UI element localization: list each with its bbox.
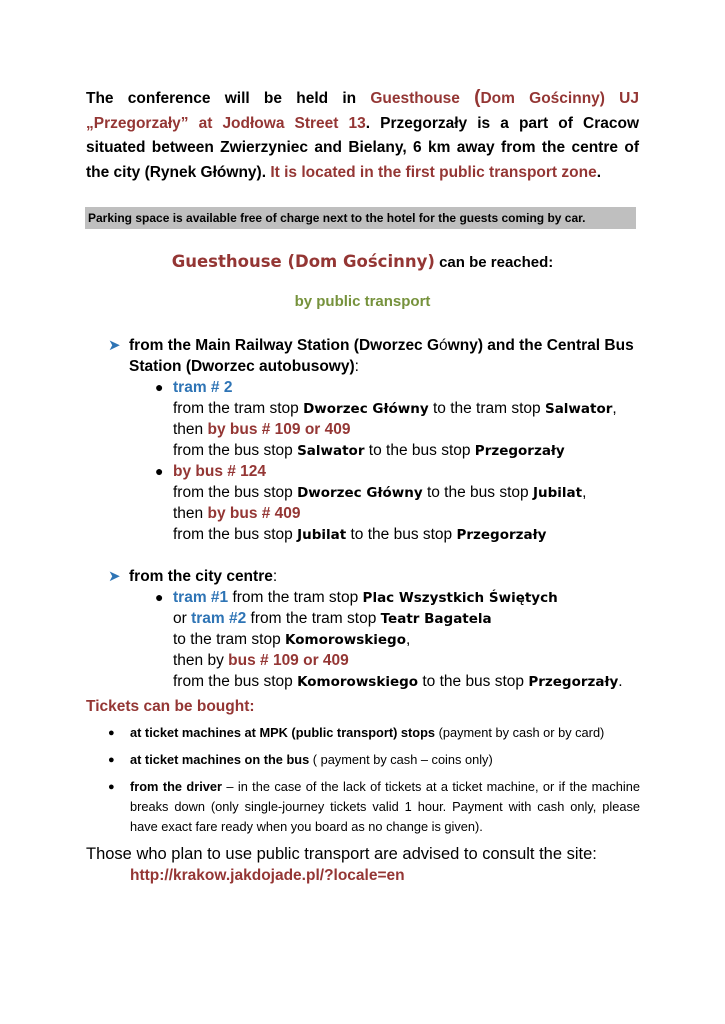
stop-jubilat: Jubilat xyxy=(297,527,347,543)
railway-station-heading xyxy=(129,335,640,377)
reached-heading xyxy=(0,252,725,271)
route1-l1-a: from the tram stop xyxy=(173,400,304,417)
stop-przegorzaly: Przegorzały xyxy=(456,527,547,543)
city-centre-item xyxy=(108,566,640,587)
route2-line1 xyxy=(173,482,586,504)
city-l3-a: to the tram stop xyxy=(173,631,285,648)
city-centre-heading xyxy=(129,566,640,587)
intro-text-2: . Przegorzały is a part of Cracow situated between Zwierzyniec and Bielany, 6 km away from the centre of the city (Rynek Główny). xyxy=(86,114,639,181)
city-line5 xyxy=(173,671,623,693)
jakdojade-link[interactable]: http://krakow.jakdojade.pl/?locale=en xyxy=(130,867,405,884)
railway-heading-o: ó xyxy=(439,337,448,354)
city-line4 xyxy=(173,650,349,671)
stop-teatr-bagatela: Teatr Bagatela xyxy=(380,611,492,627)
ticket-option-title: at ticket machines on the bus xyxy=(130,752,310,767)
bullet-dot-icon: ● xyxy=(155,589,164,605)
ticket-option-detail: (payment by cash or by card) xyxy=(435,725,605,740)
intro-paragraph xyxy=(86,86,639,185)
ticket-option-detail: ( payment by cash – coins only) xyxy=(309,752,493,767)
city-l5-a: from the bus stop xyxy=(173,673,298,690)
stop-plac-wszystkich-swietych: Plac Wszystkich Świętych xyxy=(362,590,558,606)
route1-l3-b: to the bus stop xyxy=(364,442,475,459)
route1-line2 xyxy=(173,419,351,440)
intro-text-3: . xyxy=(596,163,602,181)
city-l2-b: from the tram stop xyxy=(246,610,381,627)
route2-bus: by bus # 409 xyxy=(207,505,301,522)
city-line2 xyxy=(173,608,492,630)
city-l4-a: then by xyxy=(173,652,229,669)
city-tram-2: tram #2 xyxy=(191,610,247,627)
bullet-dot-icon: ● xyxy=(155,379,164,395)
route1-label: tram # 2 xyxy=(173,379,233,396)
route1-line1 xyxy=(173,398,617,420)
bullet-dot-icon: ● xyxy=(108,727,115,739)
ticket-option-title: at ticket machines at MPK (public transport) stops xyxy=(130,725,436,740)
by-public-transport-heading: by public transport xyxy=(294,293,431,310)
route2-l1-a: from the bus stop xyxy=(173,484,298,501)
bullet-dot-icon: ● xyxy=(155,463,164,479)
stop-salwator: Salwator xyxy=(297,443,365,459)
railway-station-item xyxy=(108,335,640,377)
stop-salwator: Salwator xyxy=(544,401,613,417)
ticket-option-detail: – in the case of the lack of tickets at a ticket machine, or if the machine breaks down (only single-journey tickets valid 1 hour. Payment with cash only, please have exact fare ready when you board as no change is given). xyxy=(130,779,641,834)
bullet-dot-icon: ● xyxy=(108,781,115,793)
route1-line3 xyxy=(173,440,565,462)
city-l5-b: to the bus stop xyxy=(418,673,529,690)
stop-przegorzaly: Przegorzały xyxy=(528,674,619,690)
route1-l3-a: from the bus stop xyxy=(173,442,298,459)
route2-l3-a: from the bus stop xyxy=(173,526,298,543)
guesthouse-paren: ( xyxy=(474,87,481,108)
city-tram-1: tram #1 xyxy=(173,589,229,606)
railway-heading-a: from the Main Railway Station (Dworzec G xyxy=(129,337,440,354)
ticket-option xyxy=(108,750,640,770)
stop-komorowskiego: Komorowskiego xyxy=(285,632,406,648)
ticket-option xyxy=(108,777,640,837)
stop-dworzec-glowny: Dworzec Główny xyxy=(303,401,429,417)
route2-l2-a: then xyxy=(173,505,208,522)
route2-l1-b: to the bus stop xyxy=(422,484,533,501)
city-bus: bus # 109 or 409 xyxy=(228,652,349,669)
city-line3 xyxy=(173,629,410,651)
guesthouse-name: Guesthouse xyxy=(370,90,475,107)
route1-l1-c: , xyxy=(612,400,617,417)
transport-zone-note: It is located in the first public transport zone xyxy=(270,163,597,181)
tickets-heading: Tickets can be bought: xyxy=(86,698,255,715)
stop-komorowskiego: Komorowskiego xyxy=(297,674,419,690)
ticket-option xyxy=(108,723,640,743)
guesthouse-address: Dom Gościnny) UJ „Przegorzały” at Jodłowa Street 13 xyxy=(86,90,639,132)
route2-l1-c: , xyxy=(582,484,587,501)
route1-l1-b: to the tram stop xyxy=(428,400,545,417)
city-l1-a: from the tram stop xyxy=(228,589,363,606)
railway-heading-b: wny) and the Central Bus Station (Dworzec autobusowy) xyxy=(129,337,634,375)
city-line1 xyxy=(173,587,558,609)
reached-rest: can be reached: xyxy=(434,254,554,271)
arrow-bullet-icon: ➤ xyxy=(108,568,121,585)
city-heading-colon: : xyxy=(272,568,278,585)
stop-przegorzaly: Przegorzały xyxy=(474,443,565,459)
city-l2-a: or xyxy=(173,610,192,627)
ticket-option-title: from the driver xyxy=(130,779,222,794)
bullet-dot-icon: ● xyxy=(108,754,115,766)
route2-line2 xyxy=(173,503,301,524)
stop-jubilat: Jubilat xyxy=(532,485,583,501)
route1-l2-a: then xyxy=(173,421,208,438)
intro-text-1: The conference will be held in xyxy=(86,90,371,107)
arrow-bullet-icon: ➤ xyxy=(108,337,121,354)
route1-bus: by bus # 109 or 409 xyxy=(207,421,351,438)
parking-notice: Parking space is available free of charge next to the hotel for the guests coming by car. xyxy=(85,207,636,229)
consult-text: Those who plan to use public transport are advised to consult the site: xyxy=(86,845,597,863)
railway-heading-colon: : xyxy=(354,358,359,375)
city-l3-b: , xyxy=(405,631,411,648)
reached-guesthouse: Guesthouse (Dom Gościnny) xyxy=(171,252,435,271)
route2-l3-b: to the bus stop xyxy=(346,526,457,543)
city-heading-text: from the city centre xyxy=(129,568,273,585)
route2-label: by bus # 124 xyxy=(173,463,267,480)
route2-line3 xyxy=(173,524,546,546)
city-l5-c: . xyxy=(618,673,623,690)
stop-dworzec-glowny: Dworzec Główny xyxy=(297,485,423,501)
